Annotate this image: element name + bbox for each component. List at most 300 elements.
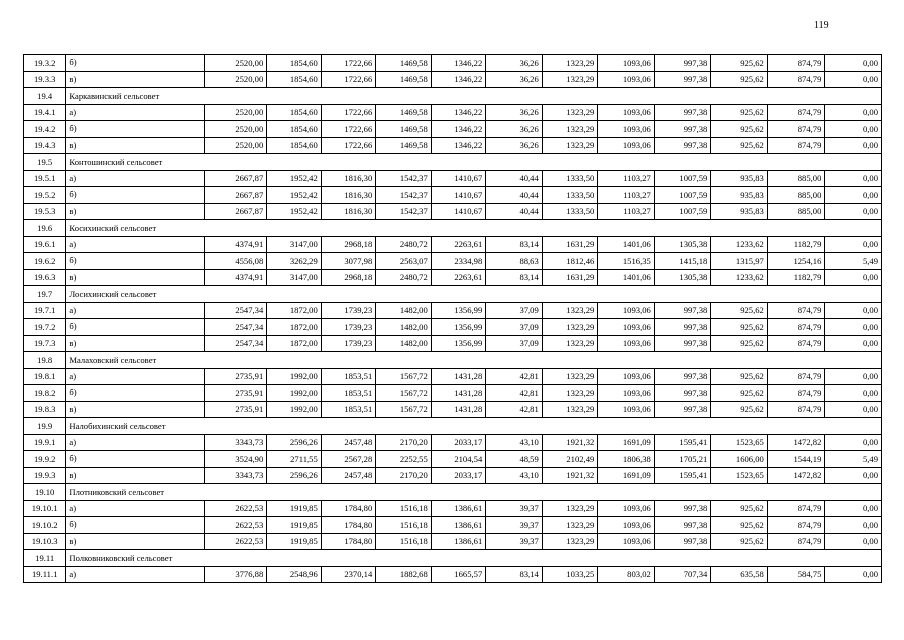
value-cell: 1482,00 <box>376 335 432 352</box>
value-cell: 48,59 <box>486 451 543 468</box>
value-cell: 0,00 <box>825 187 882 204</box>
value-cell: 997,38 <box>654 368 711 385</box>
section-title: Плотниковский сельсовет <box>66 484 882 501</box>
row-subitem: в) <box>66 467 204 484</box>
value-cell: 997,38 <box>654 104 711 121</box>
value-cell: 1033,25 <box>542 566 598 583</box>
value-cell: 2968,18 <box>321 269 376 286</box>
row-code: 19.4.2 <box>24 121 66 138</box>
value-cell: 1722,66 <box>321 71 376 88</box>
value-cell: 0,00 <box>825 517 882 534</box>
table-row <box>24 203 882 220</box>
value-cell: 1992,00 <box>267 385 322 402</box>
section-header-row <box>24 220 882 237</box>
value-cell: 1305,38 <box>654 269 711 286</box>
value-cell: 1872,00 <box>267 302 322 319</box>
value-cell: 1472,82 <box>767 467 825 484</box>
value-cell: 1882,68 <box>376 566 432 583</box>
value-cell: 3343,73 <box>204 434 267 451</box>
value-cell: 2547,34 <box>204 302 267 319</box>
table-row <box>24 467 882 484</box>
value-cell: 1007,59 <box>654 187 711 204</box>
value-cell: 1516,18 <box>376 500 432 517</box>
value-cell: 3343,73 <box>204 467 267 484</box>
value-cell: 2520,00 <box>204 121 267 138</box>
value-cell: 1323,29 <box>542 319 598 336</box>
section-code: 19.5 <box>24 154 66 171</box>
value-cell: 935,83 <box>711 203 768 220</box>
page-number: 119 <box>814 20 829 31</box>
value-cell: 2667,87 <box>204 203 267 220</box>
value-cell: 2170,20 <box>376 434 432 451</box>
value-cell: 1093,06 <box>598 319 655 336</box>
row-subitem: а) <box>66 566 204 583</box>
value-cell: 925,62 <box>711 319 768 336</box>
value-cell: 1007,59 <box>654 170 711 187</box>
value-cell: 43,10 <box>486 434 543 451</box>
value-cell: 1333,50 <box>542 187 598 204</box>
value-cell: 5,49 <box>825 451 882 468</box>
row-code: 19.4.1 <box>24 104 66 121</box>
value-cell: 2735,91 <box>204 401 267 418</box>
section-code: 19.4 <box>24 88 66 105</box>
value-cell: 1812,46 <box>542 253 598 270</box>
value-cell: 1333,50 <box>542 203 598 220</box>
value-cell: 4374,91 <box>204 236 267 253</box>
value-cell: 1631,29 <box>542 236 598 253</box>
tariff-table <box>23 54 882 583</box>
value-cell: 997,38 <box>654 319 711 336</box>
value-cell: 1854,60 <box>267 55 322 72</box>
value-cell: 925,62 <box>711 368 768 385</box>
value-cell: 1431,28 <box>431 385 486 402</box>
value-cell: 1952,42 <box>267 187 322 204</box>
section-title: Налобихинский сельсовет <box>66 418 882 435</box>
table-row <box>24 517 882 534</box>
value-cell: 2263,61 <box>431 269 486 286</box>
row-subitem: б) <box>66 517 204 534</box>
value-cell: 2667,87 <box>204 187 267 204</box>
value-cell: 874,79 <box>767 517 825 534</box>
value-cell: 83,14 <box>486 236 543 253</box>
table-row <box>24 385 882 402</box>
value-cell: 1323,29 <box>542 368 598 385</box>
value-cell: 88,63 <box>486 253 543 270</box>
row-subitem: а) <box>66 170 204 187</box>
row-subitem: а) <box>66 104 204 121</box>
value-cell: 1854,60 <box>267 137 322 154</box>
table-row <box>24 104 882 121</box>
value-cell: 1784,80 <box>321 500 376 517</box>
value-cell: 997,38 <box>654 500 711 517</box>
section-code: 19.11 <box>24 550 66 567</box>
value-cell: 1854,60 <box>267 71 322 88</box>
section-title: Лосихинский сельсовет <box>66 286 882 303</box>
value-cell: 997,38 <box>654 385 711 402</box>
value-cell: 42,81 <box>486 368 543 385</box>
value-cell: 1952,42 <box>267 170 322 187</box>
value-cell: 43,10 <box>486 467 543 484</box>
value-cell: 42,81 <box>486 385 543 402</box>
value-cell: 874,79 <box>767 137 825 154</box>
value-cell: 2622,53 <box>204 533 267 550</box>
value-cell: 1323,29 <box>542 385 598 402</box>
value-cell: 1093,06 <box>598 137 655 154</box>
value-cell: 1356,99 <box>431 302 486 319</box>
value-cell: 885,00 <box>767 203 825 220</box>
value-cell: 1469,58 <box>376 71 432 88</box>
value-cell: 39,37 <box>486 533 543 550</box>
value-cell: 1323,29 <box>542 137 598 154</box>
row-code: 19.3.3 <box>24 71 66 88</box>
value-cell: 874,79 <box>767 302 825 319</box>
value-cell: 997,38 <box>654 335 711 352</box>
row-subitem: в) <box>66 137 204 154</box>
value-cell: 0,00 <box>825 533 882 550</box>
value-cell: 2520,00 <box>204 71 267 88</box>
value-cell: 1333,50 <box>542 170 598 187</box>
value-cell: 2520,00 <box>204 55 267 72</box>
value-cell: 997,38 <box>654 71 711 88</box>
section-code: 19.9 <box>24 418 66 435</box>
value-cell: 2711,55 <box>267 451 322 468</box>
value-cell: 1093,06 <box>598 55 655 72</box>
value-cell: 1323,29 <box>542 401 598 418</box>
value-cell: 2563,07 <box>376 253 432 270</box>
row-code: 19.3.2 <box>24 55 66 72</box>
value-cell: 1093,06 <box>598 517 655 534</box>
value-cell: 1323,29 <box>542 335 598 352</box>
value-cell: 885,00 <box>767 170 825 187</box>
value-cell: 1516,18 <box>376 517 432 534</box>
value-cell: 925,62 <box>711 104 768 121</box>
value-cell: 1007,59 <box>654 203 711 220</box>
section-header-row <box>24 88 882 105</box>
value-cell: 635,58 <box>711 566 768 583</box>
table-row <box>24 434 882 451</box>
row-code: 19.5.3 <box>24 203 66 220</box>
row-subitem: а) <box>66 500 204 517</box>
value-cell: 925,62 <box>711 55 768 72</box>
value-cell: 40,44 <box>486 170 543 187</box>
value-cell: 1323,29 <box>542 104 598 121</box>
value-cell: 874,79 <box>767 104 825 121</box>
row-code: 19.4.3 <box>24 137 66 154</box>
row-subitem: б) <box>66 451 204 468</box>
value-cell: 0,00 <box>825 368 882 385</box>
value-cell: 2567,28 <box>321 451 376 468</box>
table-row <box>24 236 882 253</box>
value-cell: 707,34 <box>654 566 711 583</box>
value-cell: 997,38 <box>654 302 711 319</box>
value-cell: 1705,21 <box>654 451 711 468</box>
row-code: 19.5.2 <box>24 187 66 204</box>
row-subitem: а) <box>66 302 204 319</box>
table-row <box>24 368 882 385</box>
value-cell: 1093,06 <box>598 121 655 138</box>
section-header-row <box>24 550 882 567</box>
value-cell: 874,79 <box>767 55 825 72</box>
value-cell: 4556,08 <box>204 253 267 270</box>
value-cell: 935,83 <box>711 187 768 204</box>
value-cell: 1254,16 <box>767 253 825 270</box>
value-cell: 1872,00 <box>267 335 322 352</box>
value-cell: 1853,51 <box>321 368 376 385</box>
value-cell: 1469,58 <box>376 137 432 154</box>
value-cell: 1093,06 <box>598 302 655 319</box>
value-cell: 2457,48 <box>321 434 376 451</box>
value-cell: 1722,66 <box>321 55 376 72</box>
value-cell: 2033,17 <box>431 467 486 484</box>
section-title: Косихинский сельсовет <box>66 220 882 237</box>
value-cell: 925,62 <box>711 71 768 88</box>
value-cell: 2520,00 <box>204 104 267 121</box>
value-cell: 1665,57 <box>431 566 486 583</box>
row-subitem: а) <box>66 434 204 451</box>
value-cell: 1401,06 <box>598 269 655 286</box>
value-cell: 874,79 <box>767 319 825 336</box>
value-cell: 1386,61 <box>431 517 486 534</box>
table-row <box>24 137 882 154</box>
value-cell: 1722,66 <box>321 104 376 121</box>
row-subitem: б) <box>66 187 204 204</box>
value-cell: 40,44 <box>486 203 543 220</box>
value-cell: 1323,29 <box>542 533 598 550</box>
value-cell: 0,00 <box>825 335 882 352</box>
section-code: 19.8 <box>24 352 66 369</box>
table-row <box>24 302 882 319</box>
value-cell: 874,79 <box>767 401 825 418</box>
table-row <box>24 71 882 88</box>
value-cell: 37,09 <box>486 319 543 336</box>
value-cell: 1567,72 <box>376 368 432 385</box>
value-cell: 1410,67 <box>431 203 486 220</box>
value-cell: 0,00 <box>825 137 882 154</box>
value-cell: 0,00 <box>825 104 882 121</box>
value-cell: 1631,29 <box>542 269 598 286</box>
value-cell: 935,83 <box>711 170 768 187</box>
value-cell: 0,00 <box>825 236 882 253</box>
value-cell: 885,00 <box>767 187 825 204</box>
value-cell: 3524,90 <box>204 451 267 468</box>
value-cell: 2735,91 <box>204 368 267 385</box>
value-cell: 925,62 <box>711 385 768 402</box>
row-code: 19.8.1 <box>24 368 66 385</box>
row-code: 19.10.1 <box>24 500 66 517</box>
value-cell: 2596,26 <box>267 467 322 484</box>
value-cell: 584,75 <box>767 566 825 583</box>
value-cell: 1921,32 <box>542 467 598 484</box>
row-subitem: б) <box>66 253 204 270</box>
value-cell: 36,26 <box>486 104 543 121</box>
value-cell: 1410,67 <box>431 170 486 187</box>
value-cell: 2480,72 <box>376 236 432 253</box>
value-cell: 2033,17 <box>431 434 486 451</box>
value-cell: 0,00 <box>825 500 882 517</box>
section-title: Малаховский сельсовет <box>66 352 882 369</box>
row-code: 19.7.2 <box>24 319 66 336</box>
row-code: 19.8.2 <box>24 385 66 402</box>
value-cell: 874,79 <box>767 368 825 385</box>
row-subitem: б) <box>66 55 204 72</box>
value-cell: 1542,37 <box>376 187 432 204</box>
value-cell: 2735,91 <box>204 385 267 402</box>
value-cell: 1595,41 <box>654 434 711 451</box>
value-cell: 1103,27 <box>598 187 655 204</box>
value-cell: 1346,22 <box>431 137 486 154</box>
value-cell: 0,00 <box>825 566 882 583</box>
row-subitem: в) <box>66 71 204 88</box>
value-cell: 4374,91 <box>204 269 267 286</box>
value-cell: 925,62 <box>711 335 768 352</box>
value-cell: 1093,06 <box>598 335 655 352</box>
value-cell: 1784,80 <box>321 517 376 534</box>
value-cell: 1722,66 <box>321 137 376 154</box>
value-cell: 1523,65 <box>711 467 768 484</box>
value-cell: 1854,60 <box>267 121 322 138</box>
value-cell: 36,26 <box>486 137 543 154</box>
row-subitem: б) <box>66 319 204 336</box>
value-cell: 1691,09 <box>598 434 655 451</box>
value-cell: 1469,58 <box>376 121 432 138</box>
value-cell: 36,26 <box>486 55 543 72</box>
value-cell: 5,49 <box>825 253 882 270</box>
section-title: Каркавинский сельсовет <box>66 88 882 105</box>
value-cell: 39,37 <box>486 500 543 517</box>
row-subitem: в) <box>66 203 204 220</box>
value-cell: 1595,41 <box>654 467 711 484</box>
row-code: 19.6.3 <box>24 269 66 286</box>
value-cell: 0,00 <box>825 269 882 286</box>
value-cell: 0,00 <box>825 467 882 484</box>
table-row <box>24 533 882 550</box>
section-header-row <box>24 418 882 435</box>
table-row <box>24 451 882 468</box>
value-cell: 1992,00 <box>267 368 322 385</box>
value-cell: 1853,51 <box>321 401 376 418</box>
value-cell: 3262,29 <box>267 253 322 270</box>
value-cell: 1921,32 <box>542 434 598 451</box>
value-cell: 2547,34 <box>204 335 267 352</box>
row-subitem: а) <box>66 368 204 385</box>
value-cell: 1469,58 <box>376 104 432 121</box>
value-cell: 1323,29 <box>542 121 598 138</box>
value-cell: 1323,29 <box>542 302 598 319</box>
row-subitem: в) <box>66 335 204 352</box>
value-cell: 1516,18 <box>376 533 432 550</box>
value-cell: 1315,97 <box>711 253 768 270</box>
value-cell: 1816,30 <box>321 203 376 220</box>
section-code: 19.10 <box>24 484 66 501</box>
value-cell: 1739,23 <box>321 335 376 352</box>
value-cell: 1952,42 <box>267 203 322 220</box>
value-cell: 1093,06 <box>598 401 655 418</box>
section-header-row <box>24 154 882 171</box>
value-cell: 925,62 <box>711 121 768 138</box>
value-cell: 1103,27 <box>598 203 655 220</box>
value-cell: 1431,28 <box>431 401 486 418</box>
value-cell: 1093,06 <box>598 71 655 88</box>
table-row <box>24 401 882 418</box>
value-cell: 1544,19 <box>767 451 825 468</box>
value-cell: 1542,37 <box>376 203 432 220</box>
row-code: 19.11.1 <box>24 566 66 583</box>
value-cell: 1516,35 <box>598 253 655 270</box>
value-cell: 1093,06 <box>598 104 655 121</box>
value-cell: 1093,06 <box>598 385 655 402</box>
row-code: 19.10.2 <box>24 517 66 534</box>
value-cell: 1415,18 <box>654 253 711 270</box>
table-row <box>24 55 882 72</box>
row-code: 19.9.1 <box>24 434 66 451</box>
section-code: 19.7 <box>24 286 66 303</box>
section-title: Полковниковский сельсовет <box>66 550 882 567</box>
table-row <box>24 187 882 204</box>
value-cell: 1410,67 <box>431 187 486 204</box>
value-cell: 1356,99 <box>431 319 486 336</box>
value-cell: 1233,62 <box>711 236 768 253</box>
row-subitem: в) <box>66 533 204 550</box>
value-cell: 1606,00 <box>711 451 768 468</box>
row-subitem: б) <box>66 385 204 402</box>
value-cell: 1346,22 <box>431 71 486 88</box>
value-cell: 1323,29 <box>542 55 598 72</box>
value-cell: 1482,00 <box>376 302 432 319</box>
value-cell: 1992,00 <box>267 401 322 418</box>
row-code: 19.8.3 <box>24 401 66 418</box>
section-header-row <box>24 484 882 501</box>
value-cell: 3077,98 <box>321 253 376 270</box>
value-cell: 1691,09 <box>598 467 655 484</box>
row-code: 19.6.1 <box>24 236 66 253</box>
value-cell: 925,62 <box>711 517 768 534</box>
value-cell: 1323,29 <box>542 517 598 534</box>
row-code: 19.9.2 <box>24 451 66 468</box>
value-cell: 1567,72 <box>376 385 432 402</box>
value-cell: 925,62 <box>711 500 768 517</box>
value-cell: 2334,98 <box>431 253 486 270</box>
value-cell: 1386,61 <box>431 500 486 517</box>
value-cell: 1431,28 <box>431 368 486 385</box>
table-body <box>24 55 882 583</box>
value-cell: 2622,53 <box>204 500 267 517</box>
table-row <box>24 335 882 352</box>
value-cell: 40,44 <box>486 187 543 204</box>
value-cell: 874,79 <box>767 385 825 402</box>
value-cell: 874,79 <box>767 71 825 88</box>
value-cell: 2622,53 <box>204 517 267 534</box>
table-row <box>24 566 882 583</box>
value-cell: 2548,96 <box>267 566 322 583</box>
value-cell: 3776,88 <box>204 566 267 583</box>
value-cell: 1816,30 <box>321 187 376 204</box>
row-code: 19.5.1 <box>24 170 66 187</box>
value-cell: 1305,38 <box>654 236 711 253</box>
value-cell: 1356,99 <box>431 335 486 352</box>
value-cell: 0,00 <box>825 302 882 319</box>
value-cell: 1093,06 <box>598 500 655 517</box>
value-cell: 2596,26 <box>267 434 322 451</box>
section-title: Контошинский сельсовет <box>66 154 882 171</box>
value-cell: 36,26 <box>486 121 543 138</box>
row-code: 19.7.1 <box>24 302 66 319</box>
value-cell: 2968,18 <box>321 236 376 253</box>
value-cell: 1872,00 <box>267 319 322 336</box>
section-header-row <box>24 286 882 303</box>
value-cell: 925,62 <box>711 533 768 550</box>
value-cell: 997,38 <box>654 137 711 154</box>
value-cell: 1346,22 <box>431 121 486 138</box>
